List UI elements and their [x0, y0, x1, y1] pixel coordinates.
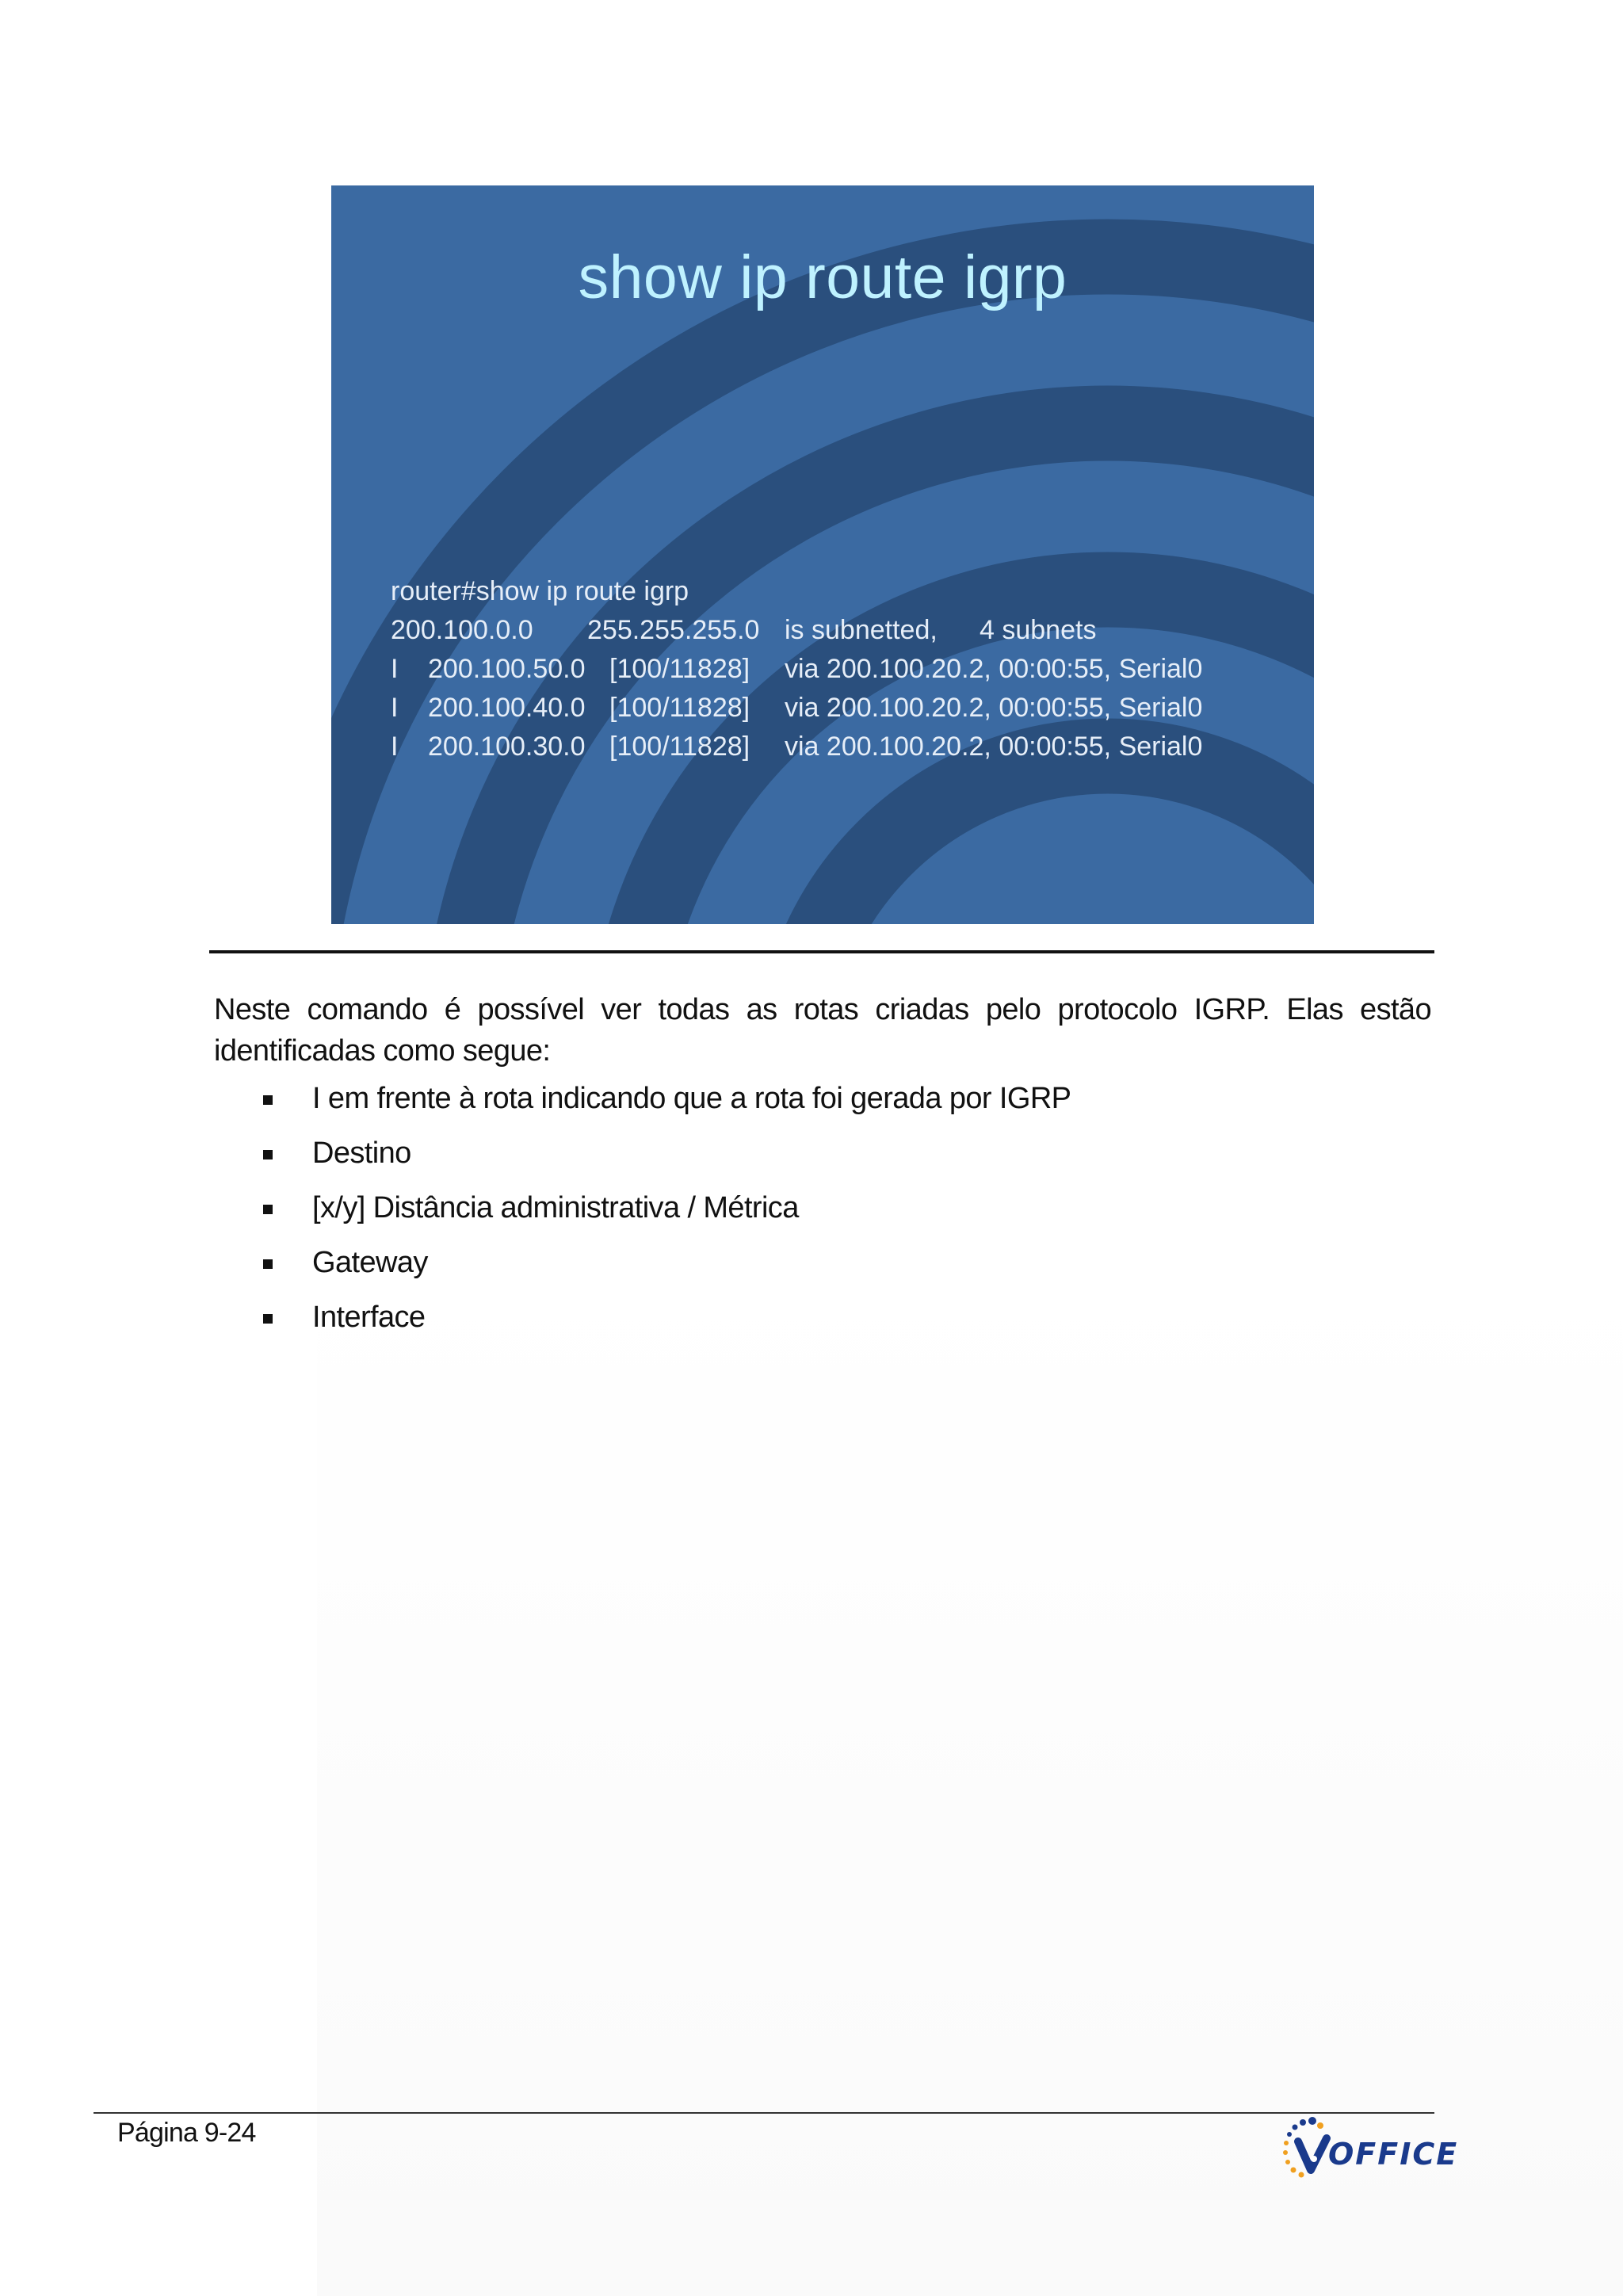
cli-command: router#show ip route igrp — [391, 576, 689, 606]
page-number: Página 9-24 — [117, 2118, 256, 2148]
vofficelogo — [1274, 2111, 1459, 2191]
cli-route-destination: 200.100.40.0 — [428, 693, 586, 723]
slide-title: show ip route igrp — [578, 243, 1067, 311]
slide-image — [331, 185, 1314, 924]
cli-route-metric: [100/11828] — [609, 693, 750, 723]
section-divider — [209, 950, 1434, 953]
list-item-label: [x/y] Distância administrativa / Métrica — [312, 1191, 799, 1224]
bullet-square-icon — [263, 1259, 273, 1269]
bullet-square-icon — [263, 1095, 273, 1105]
cli-output — [331, 185, 1314, 924]
list-item-label: Gateway — [312, 1246, 428, 1279]
cli-route-via: via 200.100.20.2, 00:00:55, Serial0 — [785, 654, 1203, 684]
list-item-label: Interface — [312, 1301, 426, 1334]
footer-divider — [94, 2112, 1434, 2114]
cli-route-destination: 200.100.30.0 — [428, 732, 586, 762]
cli-summary-count: 4 subnets — [980, 615, 1097, 645]
cli-route-code: I — [391, 693, 399, 723]
cli-summary-network: 200.100.0.0 — [391, 615, 533, 645]
bullet-square-icon — [263, 1205, 273, 1214]
cli-route-via: via 200.100.20.2, 00:00:55, Serial0 — [785, 693, 1203, 723]
bullet-square-icon — [263, 1150, 273, 1159]
cli-summary-mask: 255.255.255.0 — [587, 615, 760, 645]
cli-route-metric: [100/11828] — [609, 732, 750, 762]
cli-summary-status: is subnetted, — [785, 615, 938, 645]
cli-route-code: I — [391, 654, 399, 684]
logo-text: OFFICE — [1328, 2137, 1459, 2172]
body-paragraph: Neste comando é possível ver todas as rotas criadas pelo protocolo IGRP. Elas estão identificadas como segue: — [214, 993, 1431, 1068]
cli-route-via: via 200.100.20.2, 00:00:55, Serial0 — [785, 732, 1203, 762]
list-item-label: Destino — [312, 1137, 411, 1170]
cli-route-metric: [100/11828] — [609, 654, 750, 684]
cli-route-code: I — [391, 732, 399, 762]
cli-route-destination: 200.100.50.0 — [428, 654, 586, 684]
bullet-square-icon — [263, 1314, 273, 1324]
list-item-label: I em frente à rota indicando que a rota foi gerada por IGRP — [312, 1082, 1071, 1115]
